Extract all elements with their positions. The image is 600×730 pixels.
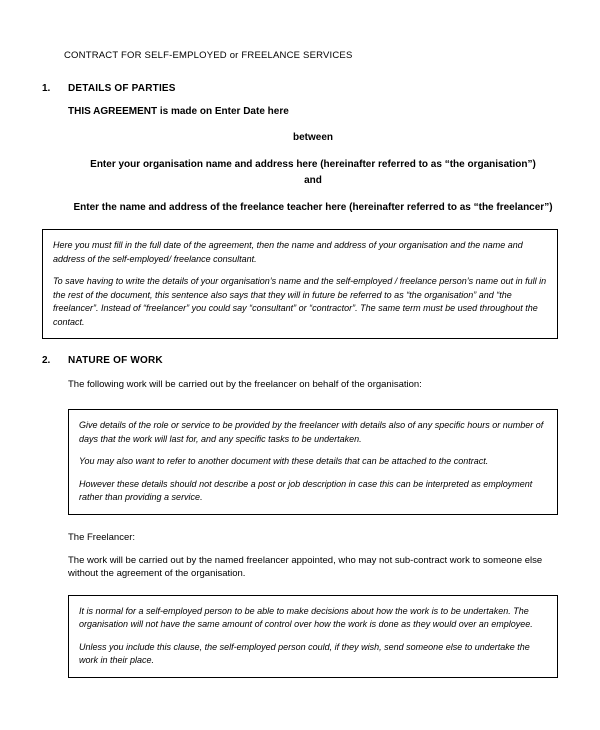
note-parties-paragraph-1: Here you must fill in the full date of the agreement, then the name and address of your organisation and the name and address of the self-employed/ freelance consultant. [53,240,523,264]
between-label: between [292,132,333,143]
note-control-paragraph-1: It is normal for a self-employed person to be able to make decisions about how the work is to be undertaken. The organisation will not have the same amount of control over how the work is done as they would over an employee. [79,605,533,630]
section-2-heading [42,355,558,366]
party-two-line: Enter the name and address of the freelance teacher here (hereinafter referred to as “the freelancer”) [73,201,553,213]
note-work-paragraph-2: You may also want to refer to another document with these details that can be attached to the contract. [79,456,489,467]
section-nature-of-work [42,355,558,678]
freelancer-label: The Freelancer: [68,531,136,543]
section-2-body [68,378,558,678]
note-work-paragraph-1: Give details of the role or service to be provided by the freelancer with details also of any specific hours or number of days that the work will last for, and any specific tasks to be undertaken. [79,420,544,444]
agreement-date-line: THIS AGREEMENT is made on Enter Date here [68,106,289,117]
section-details-of-parties [42,83,558,339]
note-box-control [68,595,558,678]
and-label: and [304,175,322,186]
section-2-title: NATURE OF WORK [68,355,163,366]
section-1-number: 1. [42,83,51,94]
note-control-paragraph-2: Unless you include this clause, the self-employed person could, if they wish, send someone else to undertake the work in their place. [79,641,530,666]
freelancer-subcontract-text: The work will be carried out by the named freelancer appointed, who may not sub-contract work to someone else without the agreement of the organisation. [68,555,543,580]
party-one-line: Enter your organisation name and address here (hereinafter referred to as “the organisation”) [90,158,536,170]
section-1-body [68,106,558,215]
note-work-paragraph-3: However these details should not describe a post or job description in case this can be interpreted as employment rather than providing a service. [79,478,533,503]
nature-of-work-intro: The following work will be carried out by the freelancer on behalf of the organisation: [68,379,422,390]
section-1-title: DETAILS OF PARTIES [68,83,176,94]
note-parties-paragraph-2: To save having to write the details of your organisation’s name and the self-employed / freelance person’s name out in full in the rest of the document, this sentence also says that they will in future be referred to as “the organisation” and “the freelancer”. Instead of “freelancer” you could say “consultant” or “contractor”. The same term must be used throughout the contact. [53,276,547,327]
note-box-parties [42,229,558,339]
note-box-work-details [68,409,558,515]
section-2-number: 2. [42,355,51,366]
document-title: CONTRACT FOR SELF-EMPLOYED or FREELANCE SERVICES [64,50,353,61]
section-1-heading [42,83,558,94]
